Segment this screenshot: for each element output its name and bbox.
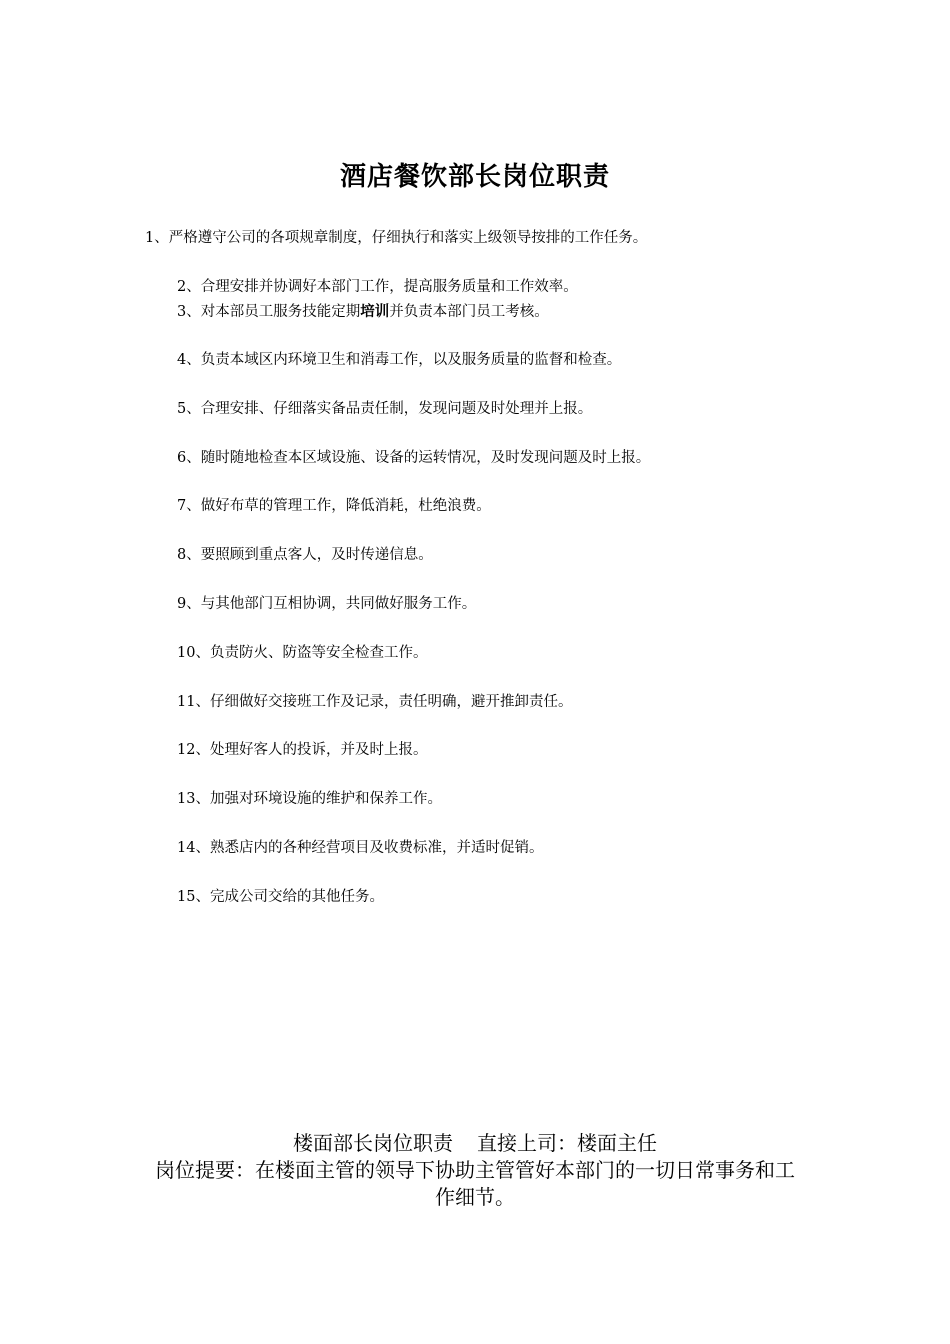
document-title: 酒店餐饮部长岗位职责 bbox=[339, 162, 610, 192]
duty-item-10: 10、负责防火、防盗等安全检查工作。 bbox=[177, 645, 428, 661]
duty-item-13: 13、加强对环境设施的维护和保养工作。 bbox=[177, 791, 442, 807]
supervisor: 直接上司：楼面主任 bbox=[477, 1131, 657, 1155]
duty-item-2: 2、合理安排并协调好本部门工作，提高服务质量和工作效率。 bbox=[177, 279, 578, 295]
duty-item-3-post: 并负责本部门员工考核。 bbox=[389, 304, 549, 320]
duty-item-3 bbox=[177, 300, 549, 321]
duty-item-1: 1、严格遵守公司的各项规章制度，仔细执行和落实上级领导按排的工作任务。 bbox=[145, 230, 648, 246]
duty-item-15: 15、完成公司交给的其他任务。 bbox=[177, 889, 384, 905]
position-brief: 岗位提要：在楼面主管的领导下协助主管管好本部门的一切日常事务和工作细节。 bbox=[155, 1158, 795, 1209]
duty-item-14: 14、熟悉店内的各种经营项目及收费标准，并适时促销。 bbox=[177, 840, 544, 856]
duty-item-3-emphasis: 培训 bbox=[360, 303, 390, 320]
duty-item-5: 5、合理安排、仔细落实备品责任制，发现问题及时处理并上报。 bbox=[177, 401, 593, 417]
position-header-line bbox=[150, 1130, 800, 1157]
duty-item-3-pre: 3、对本部员工服务技能定期 bbox=[177, 304, 361, 320]
position-summary bbox=[150, 1130, 800, 1211]
duty-item-7: 7、做好布草的管理工作，降低消耗，杜绝浪费。 bbox=[177, 498, 491, 514]
duty-item-8: 8、要照顾到重点客人，及时传递信息。 bbox=[177, 547, 433, 563]
duty-item-11: 11、仔细做好交接班工作及记录，责任明确，避开推卸责任。 bbox=[177, 694, 573, 710]
duty-item-6: 6、随时随地检查本区域设施、设备的运转情况，及时发现问题及时上报。 bbox=[177, 450, 651, 466]
duty-item-12: 12、处理好客人的投诉，并及时上报。 bbox=[177, 742, 428, 758]
position-title: 楼面部长岗位职责 bbox=[293, 1131, 453, 1155]
duty-item-9: 9、与其他部门互相协调，共同做好服务工作。 bbox=[177, 596, 477, 612]
duty-item-4: 4、负责本域区内环境卫生和消毒工作，以及服务质量的监督和检查。 bbox=[177, 352, 622, 368]
